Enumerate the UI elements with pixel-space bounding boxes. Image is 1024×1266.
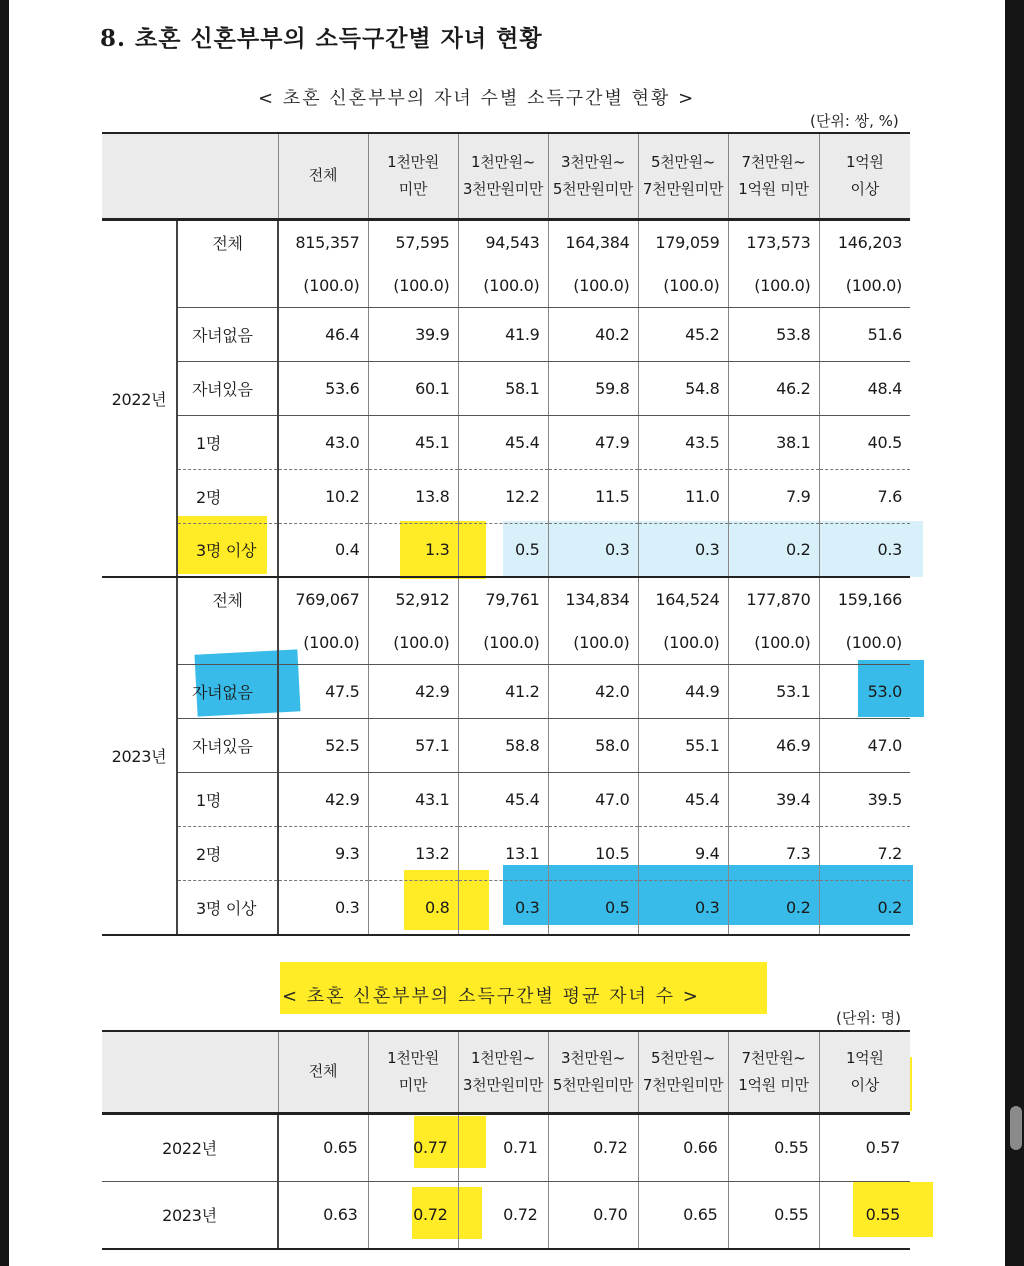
total-cell: 94,543 (100.0) (458, 219, 548, 307)
total-cell: 146,203 (100.0) (819, 219, 910, 307)
table-row (102, 1113, 910, 1181)
value-cell: 11.5 (548, 469, 638, 523)
total-cell: 52,912 (100.0) (368, 577, 458, 665)
total-cell: 179,059 (100.0) (638, 219, 728, 307)
col-header: 1천만원 미만 (368, 133, 458, 219)
table1-unit: (단위: 쌍, %) (810, 112, 899, 130)
header-blank (102, 1031, 278, 1113)
value-cell: 0.57 (819, 1113, 910, 1181)
value-cell: 41.2 (458, 665, 548, 719)
value-cell: 43.0 (278, 415, 368, 469)
year-cell: 2022년 (102, 219, 177, 577)
total-cell: 164,384 (100.0) (548, 219, 638, 307)
table-row (102, 827, 910, 881)
value-cell: 0.72 (458, 1181, 548, 1249)
value-cell: 59.8 (548, 361, 638, 415)
value-cell: 0.66 (638, 1113, 728, 1181)
col-header: 1천만원~ 3천만원미만 (458, 1031, 548, 1113)
value-cell: 39.4 (728, 773, 819, 827)
value-cell: 0.55 (728, 1181, 819, 1249)
col-header: 7천만원~ 1억원 미만 (728, 133, 819, 219)
col-header: 1천만원~ 3천만원미만 (458, 133, 548, 219)
row-label: 전체 (177, 577, 278, 665)
income-children-table (102, 132, 910, 936)
table-row (102, 415, 910, 469)
table2-title: < 초혼 신혼부부의 소득구간별 평균 자녀 수 > (282, 986, 700, 1007)
total-cell: 79,761 (100.0) (458, 577, 548, 665)
value-cell: 9.3 (278, 827, 368, 881)
row-label: 자녀있음 (177, 361, 278, 415)
col-header: 3천만원~ 5천만원미만 (548, 1031, 638, 1113)
row-label: 3명 이상 (177, 881, 278, 935)
value-cell: 47.5 (278, 665, 368, 719)
total-cell: 769,067 (100.0) (278, 577, 368, 665)
table-row (102, 1181, 910, 1249)
total-cell: 177,870 (100.0) (728, 577, 819, 665)
col-header: 5천만원~ 7천만원미만 (638, 1031, 728, 1113)
total-cell: 159,166 (100.0) (819, 577, 910, 665)
table-row (102, 577, 910, 665)
row-label: 자녀없음 (177, 665, 278, 719)
value-cell: 46.4 (278, 307, 368, 361)
value-cell: 13.1 (458, 827, 548, 881)
total-cell: 815,357 (100.0) (278, 219, 368, 307)
value-cell: 43.1 (368, 773, 458, 827)
value-cell: 0.2 (728, 523, 819, 577)
table-row (102, 219, 910, 307)
value-cell: 0.2 (819, 881, 910, 935)
viewer-right-edge (1005, 0, 1024, 1266)
value-cell: 48.4 (819, 361, 910, 415)
table-row (102, 307, 910, 361)
value-cell: 7.2 (819, 827, 910, 881)
value-cell: 0.65 (278, 1113, 368, 1181)
value-cell: 9.4 (638, 827, 728, 881)
avg-children-table (102, 1030, 910, 1250)
value-cell: 58.0 (548, 719, 638, 773)
value-cell: 46.2 (728, 361, 819, 415)
row-label: 전체 (177, 219, 278, 307)
value-cell: 0.2 (728, 881, 819, 935)
value-cell: 39.9 (368, 307, 458, 361)
value-cell: 10.5 (548, 827, 638, 881)
value-cell: 40.5 (819, 415, 910, 469)
row-label: 1명 (177, 773, 278, 827)
value-cell: 42.9 (368, 665, 458, 719)
table-row (102, 469, 910, 523)
value-cell: 7.6 (819, 469, 910, 523)
value-cell: 47.9 (548, 415, 638, 469)
value-cell: 0.63 (278, 1181, 368, 1249)
value-cell: 0.71 (458, 1113, 548, 1181)
value-cell: 45.4 (638, 773, 728, 827)
value-cell: 45.2 (638, 307, 728, 361)
value-cell: 0.3 (458, 881, 548, 935)
value-cell: 45.4 (458, 773, 548, 827)
value-cell: 0.3 (548, 523, 638, 577)
row-label: 자녀있음 (177, 719, 278, 773)
value-cell: 13.8 (368, 469, 458, 523)
value-cell: 54.8 (638, 361, 728, 415)
row-label: 1명 (177, 415, 278, 469)
value-cell: 0.8 (368, 881, 458, 935)
value-cell: 0.55 (819, 1181, 910, 1249)
value-cell: 47.0 (819, 719, 910, 773)
section-heading: 8. 초혼 신혼부부의 소득구간별 자녀 현황 (100, 25, 543, 52)
value-cell: 0.5 (548, 881, 638, 935)
table-row (102, 665, 910, 719)
table-row (102, 881, 910, 935)
value-cell: 11.0 (638, 469, 728, 523)
value-cell: 0.55 (728, 1113, 819, 1181)
table-row (102, 523, 910, 577)
value-cell: 60.1 (368, 361, 458, 415)
value-cell: 0.77 (368, 1113, 458, 1181)
col-header: 1억원 이상 (819, 133, 910, 219)
value-cell: 45.1 (368, 415, 458, 469)
value-cell: 41.9 (458, 307, 548, 361)
total-cell: 134,834 (100.0) (548, 577, 638, 665)
table1-title: < 초혼 신혼부부의 자녀 수별 소득구간별 현황 > (258, 88, 696, 109)
row-label: 자녀없음 (177, 307, 278, 361)
value-cell: 58.8 (458, 719, 548, 773)
value-cell: 13.2 (368, 827, 458, 881)
value-cell: 38.1 (728, 415, 819, 469)
table-row (102, 361, 910, 415)
value-cell: 53.0 (819, 665, 910, 719)
col-header: 전체 (278, 133, 368, 219)
viewer-left-edge (0, 0, 9, 1266)
value-cell: 0.72 (368, 1181, 458, 1249)
table2-unit: (단위: 명) (836, 1009, 901, 1027)
row-label: 3명 이상 (177, 523, 278, 577)
value-cell: 0.4 (278, 523, 368, 577)
value-cell: 0.72 (548, 1113, 638, 1181)
row-label: 2명 (177, 827, 278, 881)
value-cell: 1.3 (368, 523, 458, 577)
value-cell: 53.8 (728, 307, 819, 361)
value-cell: 7.3 (728, 827, 819, 881)
col-header: 7천만원~ 1억원 미만 (728, 1031, 819, 1113)
value-cell: 57.1 (368, 719, 458, 773)
value-cell: 7.9 (728, 469, 819, 523)
row-label: 2명 (177, 469, 278, 523)
value-cell: 0.3 (638, 881, 728, 935)
value-cell: 45.4 (458, 415, 548, 469)
value-cell: 47.0 (548, 773, 638, 827)
year-cell: 2023년 (102, 577, 177, 935)
value-cell: 0.5 (458, 523, 548, 577)
total-cell: 57,595 (100.0) (368, 219, 458, 307)
value-cell: 44.9 (638, 665, 728, 719)
value-cell: 10.2 (278, 469, 368, 523)
value-cell: 0.3 (819, 523, 910, 577)
col-header: 1천만원 미만 (368, 1031, 458, 1113)
value-cell: 0.3 (278, 881, 368, 935)
value-cell: 0.3 (638, 523, 728, 577)
total-cell: 164,524 (100.0) (638, 577, 728, 665)
total-cell: 173,573 (100.0) (728, 219, 819, 307)
year-cell: 2022년 (102, 1113, 278, 1181)
value-cell: 53.1 (728, 665, 819, 719)
value-cell: 40.2 (548, 307, 638, 361)
header-blank (102, 133, 278, 219)
table-row (102, 773, 910, 827)
table2-header-row (102, 1031, 910, 1113)
col-header: 전체 (278, 1031, 368, 1113)
value-cell: 43.5 (638, 415, 728, 469)
value-cell: 58.1 (458, 361, 548, 415)
value-cell: 39.5 (819, 773, 910, 827)
value-cell: 53.6 (278, 361, 368, 415)
year-cell: 2023년 (102, 1181, 278, 1249)
col-header: 3천만원~ 5천만원미만 (548, 133, 638, 219)
col-header: 1억원 이상 (819, 1031, 910, 1113)
table-row (102, 719, 910, 773)
value-cell: 52.5 (278, 719, 368, 773)
value-cell: 0.65 (638, 1181, 728, 1249)
value-cell: 42.0 (548, 665, 638, 719)
value-cell: 0.70 (548, 1181, 638, 1249)
value-cell: 42.9 (278, 773, 368, 827)
table1-header-row (102, 133, 910, 219)
value-cell: 12.2 (458, 469, 548, 523)
scrollbar-thumb[interactable] (1010, 1106, 1022, 1150)
col-header: 5천만원~ 7천만원미만 (638, 133, 728, 219)
value-cell: 46.9 (728, 719, 819, 773)
value-cell: 51.6 (819, 307, 910, 361)
value-cell: 55.1 (638, 719, 728, 773)
